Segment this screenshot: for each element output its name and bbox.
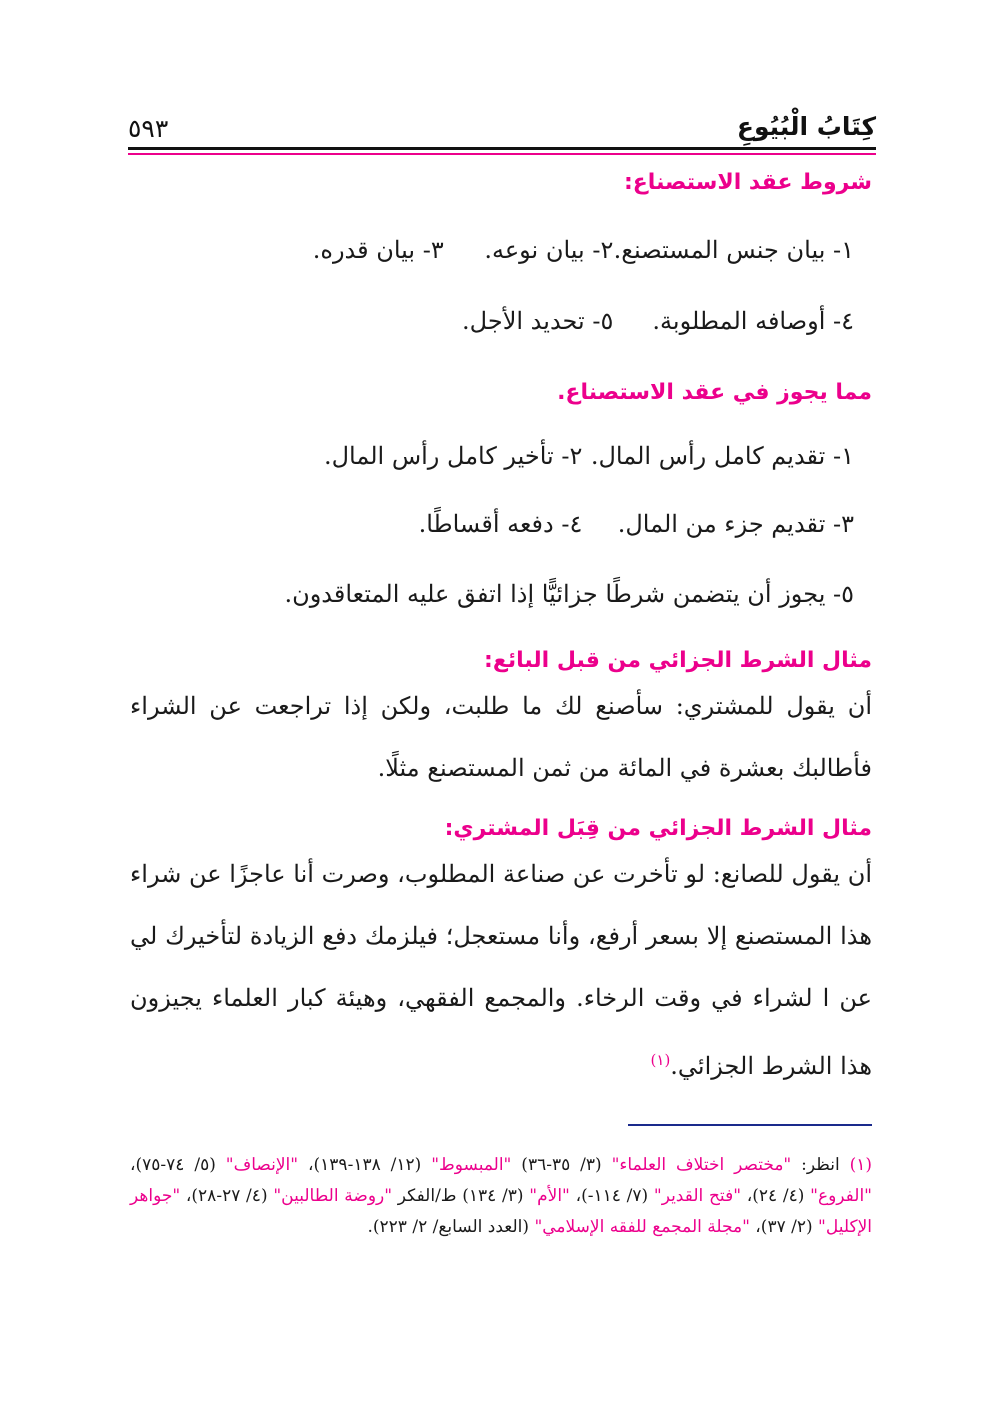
- footnote-reference[interactable]: (١): [650, 1051, 671, 1069]
- footnote-source-title: "مختصر اختلاف العلماء": [611, 1155, 792, 1175]
- page-header: [128, 110, 876, 150]
- buyer-example-body: أن يقول للصانع: لو تأخرت عن صناعة المطلوب، وصرت أنا عاجزًا عن شراء هذا المستصنع إلا بسعر أرفع، وأنا مستعجل؛ فيلزمك دفع الزيادة لتأخيرك لي عن ا لشراء في وقت الرخاء. والمجمع الفقهي، وهيئة كبار العلماء يجيزون هذا الشرط الجزائي.: [130, 860, 872, 1080]
- footnote-text: (٤/ ٢٧-٢٨)،: [180, 1186, 274, 1206]
- seller-example-text: أن يقول للمشتري: سأصنع لك ما طلبت، ولكن إذا تراجعت عن الشراء فأطالبك بعشرة في المائة من ثمن المستصنع مثلًا.: [130, 692, 872, 782]
- footnote-source-title: "الأم": [529, 1186, 570, 1206]
- list-item: ٢- بيان نوعه.: [484, 236, 614, 264]
- footnote-text: انظر:: [791, 1155, 850, 1175]
- list-item: ٤- أوصافه المطلوبة.: [652, 307, 854, 335]
- footnote-text: (٤/ ٢٤)،: [741, 1186, 811, 1206]
- footnote-source-title: "الفروع": [810, 1186, 872, 1206]
- buyer-example-text: [130, 843, 872, 1097]
- list-item: ٢- تأخير كامل رأس المال.: [323, 442, 583, 470]
- footnote-number: (١): [849, 1155, 873, 1175]
- list-item: ٤- دفعه أقساطًا.: [418, 510, 583, 538]
- footnote-text: (٢/ ٣٧)،: [749, 1217, 819, 1237]
- footnote-text: (٣/ ١٣٤) ط/الفكر: [392, 1186, 530, 1206]
- footnote-source-title: "روضة الطالبين": [273, 1186, 393, 1206]
- header-rule-black: [128, 147, 876, 150]
- footnote-text: (٥/ ٧٤-٧٥)،: [130, 1155, 226, 1175]
- list-item: ٥- يجوز أن يتضمن شرطًا جزائيًّا إذا اتفق عليه المتعاقدون.: [284, 580, 854, 608]
- section-heading-permitted: مما يجوز في عقد الاستصناع.: [557, 380, 872, 405]
- footnote-separator: [628, 1124, 872, 1126]
- list-item: ١- بيان جنس المستصنع.: [613, 236, 854, 264]
- permitted-row-2: [419, 510, 854, 538]
- list-item: ٣- بيان قدره.: [312, 236, 444, 264]
- footnote-text: (٧/ ١١٤-)،: [569, 1186, 654, 1206]
- footnote-text: (١٢/ ١٣٨-١٣٩)،: [298, 1155, 432, 1175]
- book-title: كِتَابُ الْبُيُوعِ: [736, 112, 876, 141]
- list-item: ٥- تحديد الأجل.: [462, 307, 614, 335]
- permitted-row-1: [324, 442, 854, 470]
- page-number: ٥٩٣: [128, 114, 169, 143]
- list-item: ٣- تقديم جزء من المال.: [617, 510, 854, 538]
- header-rule-pink: [128, 153, 876, 155]
- footnote-source-title: "جواهر الإكليل": [130, 1186, 872, 1237]
- footnote-source-title: "مجلة المجمع للفقه الإسلامي": [534, 1217, 750, 1237]
- footnote-text: (٣/ ٣٥-٣٦): [511, 1155, 612, 1175]
- list-item: ١- تقديم كامل رأس المال.: [590, 442, 854, 470]
- footnote-source-title: "المبسوط": [431, 1155, 512, 1175]
- section-heading-conditions: شروط عقد الاستصناع:: [623, 170, 872, 195]
- footnote-source-title: "الإنصاف": [225, 1155, 299, 1175]
- footnote-source-title: "فتح القدير": [653, 1186, 742, 1206]
- permitted-row-3: [284, 580, 854, 608]
- section-heading-seller-example: مثال الشرط الجزائي من قبل البائع:: [484, 648, 872, 673]
- conditions-row-2: [462, 307, 854, 335]
- footnote-text: (العدد السابع/ ٢/ ٢٢٣).: [367, 1217, 535, 1237]
- footnote: [130, 1150, 872, 1243]
- conditions-row-1: [313, 236, 854, 264]
- section-heading-buyer-example: مثال الشرط الجزائي من قِبَل المشتري:: [444, 816, 872, 841]
